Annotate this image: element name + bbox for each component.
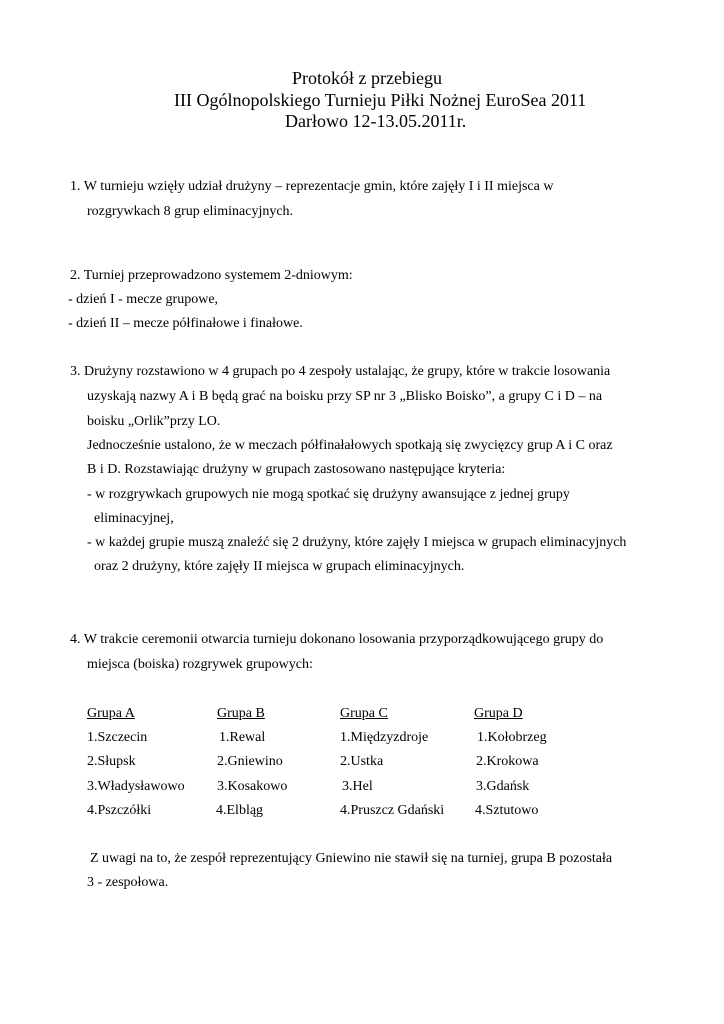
note-line-2: 3 - zespołowa.	[87, 875, 169, 890]
section-1-line-1: 1. W turnieju wzięły udział drużyny – reprezentacje gmin, które zajęły I i II miejsca w	[70, 179, 554, 194]
group-b-team-4: 4.Elbląg	[216, 803, 264, 818]
group-c-team-1: 1.Międzyzdroje	[340, 730, 429, 745]
section-3-line-8: - w każdej grupie muszą znaleźć się 2 drużyny, które zajęły I miejsca w grupach eliminacyjnych	[87, 535, 627, 550]
group-a-team-4: 4.Pszczółki	[87, 803, 152, 818]
title-line-3: Darłowo 12-13.05.2011r.	[285, 111, 467, 131]
section-2-line-3: - dzień II – mecze półfinałowe i finałowe.	[68, 316, 303, 331]
group-b-header: Grupa B	[217, 706, 265, 721]
section-4-line-2: miejsca (boiska) rozgrywek grupowych:	[87, 657, 313, 672]
group-a-team-3: 3.Władysławowo	[87, 779, 185, 794]
section-3-line-2: uzyskają nazwy A i B będą grać na boisku przy SP nr 3 „Blisko Boisko”, a grupy C i D – na	[87, 389, 603, 404]
group-c-team-4: 4.Pruszcz Gdański	[340, 803, 445, 818]
group-a-team-1: 1.Szczecin	[87, 730, 148, 745]
group-b-team-3: 3.Kosakowo	[217, 779, 288, 794]
section-3-line-6: - w rozgrywkach grupowych nie mogą spotkać się drużyny awansujące z jednej grupy	[87, 487, 570, 502]
section-1-line-2: rozgrywkach 8 grup eliminacyjnych.	[87, 204, 294, 219]
section-3-line-1: 3. Drużyny rozstawiono w 4 grupach po 4 zespoły ustalając, że grupy, które w trakcie losowania	[70, 364, 611, 379]
group-b-team-1: 1.Rewal	[219, 730, 266, 745]
group-d-header: Grupa D	[474, 706, 523, 721]
section-3-line-7: eliminacyjnej,	[94, 511, 174, 526]
section-3-line-3: boisku „Orlik”przy LO.	[87, 414, 221, 429]
group-a-header: Grupa A	[87, 706, 135, 721]
group-d-team-4: 4.Sztutowo	[475, 803, 539, 818]
note-line-1: Z uwagi na to, że zespół reprezentujący Gniewino nie stawił się na turniej, grupa B pozostała	[90, 851, 613, 866]
section-3-line-5: B i D. Rozstawiając drużyny w grupach zastosowano następujące kryteria:	[87, 462, 506, 477]
group-a-team-2: 2.Słupsk	[87, 754, 136, 769]
section-4-line-1: 4. W trakcie ceremonii otwarcia turnieju dokonano losowania przyporządkowującego grupy do	[70, 632, 604, 647]
group-d-team-1: 1.Kołobrzeg	[477, 730, 547, 745]
group-c-team-2: 2.Ustka	[340, 754, 384, 769]
section-2-line-1: 2. Turniej przeprowadzono systemem 2-dniowym:	[70, 268, 353, 283]
title-line-1: Protokół z przebiegu	[292, 68, 442, 88]
section-3-line-9: oraz 2 drużyny, które zajęły II miejsca w grupach eliminacyjnych.	[94, 559, 465, 574]
group-d-team-3: 3.Gdańsk	[476, 779, 530, 794]
group-b-team-2: 2.Gniewino	[217, 754, 283, 769]
group-c-header: Grupa C	[340, 706, 388, 721]
section-3-line-4: Jednocześnie ustalono, że w meczach półfinałałowych spotkają się zwycięzcy grup A i C oraz	[87, 438, 613, 453]
group-d-team-2: 2.Krokowa	[476, 754, 539, 769]
group-c-team-3: 3.Hel	[342, 779, 373, 794]
title-line-2: III Ogólnopolskiego Turnieju Piłki Nożnej EuroSea 2011	[174, 90, 587, 110]
section-2-line-2: - dzień I - mecze grupowe,	[68, 292, 219, 307]
